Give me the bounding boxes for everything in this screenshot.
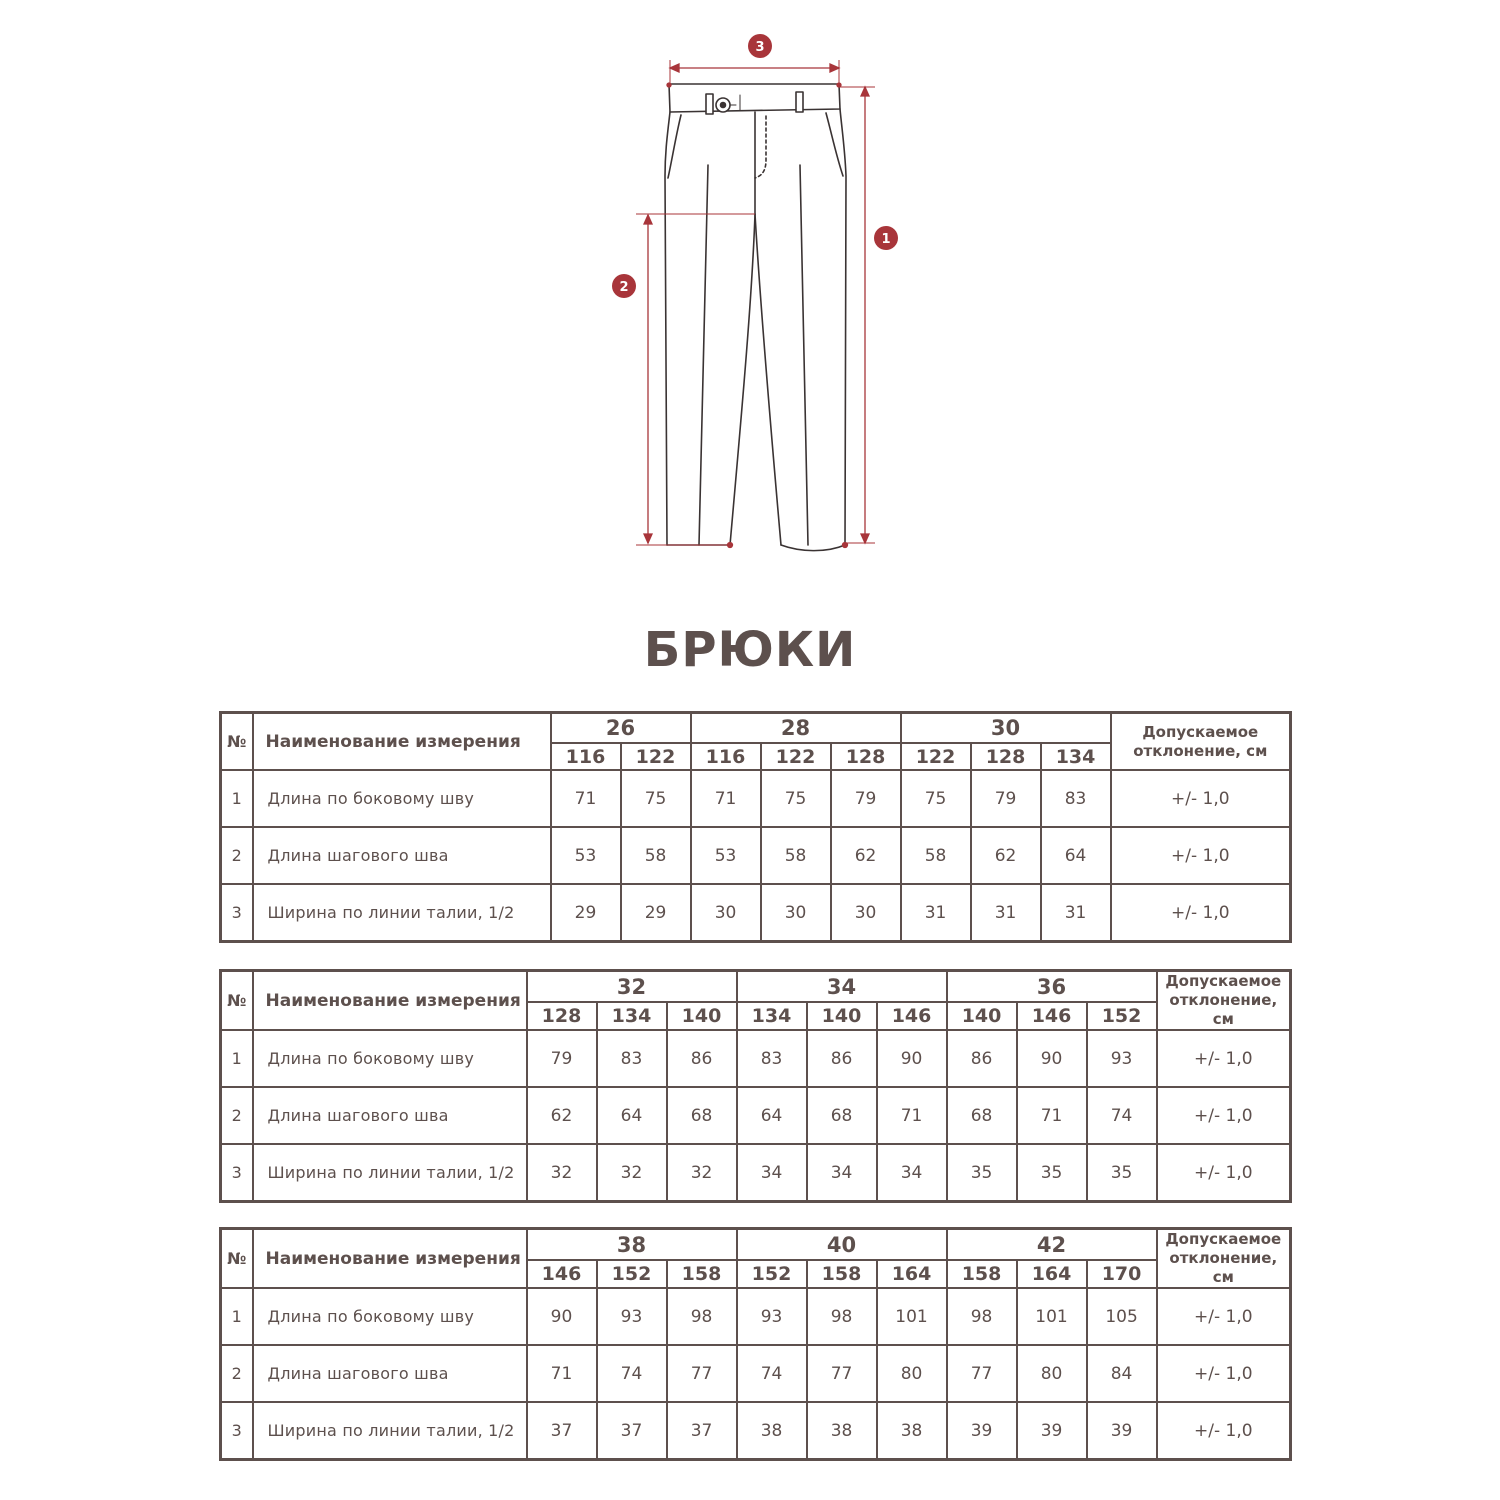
value-cell: 53 — [551, 827, 621, 884]
height-header: 146 — [1017, 1002, 1087, 1030]
tolerance-cell: +/- 1,0 — [1157, 1345, 1291, 1402]
height-header: 128 — [831, 743, 901, 770]
value-cell: 71 — [551, 770, 621, 827]
value-cell: 31 — [1041, 884, 1111, 942]
value-cell: 74 — [1087, 1087, 1157, 1144]
value-cell: 37 — [527, 1402, 597, 1460]
value-cell: 71 — [877, 1087, 947, 1144]
table-row — [221, 1345, 1291, 1402]
value-cell: 93 — [1087, 1030, 1157, 1087]
size-table-3 — [219, 1227, 1292, 1461]
value-cell: 86 — [807, 1030, 877, 1087]
value-cell: 90 — [527, 1288, 597, 1345]
tolerance-cell: +/- 1,0 — [1157, 1144, 1291, 1202]
value-cell: 98 — [667, 1288, 737, 1345]
value-cell: 86 — [667, 1030, 737, 1087]
height-header: 122 — [901, 743, 971, 770]
tolerance-header: Допускаемое отклонение, см — [1157, 971, 1291, 1031]
measure-name: Длина шагового шва — [253, 1345, 527, 1402]
value-cell: 80 — [877, 1345, 947, 1402]
row-number: 1 — [221, 1030, 253, 1087]
value-cell: 68 — [947, 1087, 1017, 1144]
marker-3 — [748, 34, 772, 58]
height-header: 122 — [621, 743, 691, 770]
value-cell: 34 — [737, 1144, 807, 1202]
tolerance-cell: +/- 1,0 — [1157, 1288, 1291, 1345]
height-header: 140 — [807, 1002, 877, 1030]
col-name-header: Наименование измерения — [253, 713, 551, 771]
marker-2 — [612, 274, 636, 298]
tolerance-cell: +/- 1,0 — [1157, 1030, 1291, 1087]
table-row — [221, 884, 1291, 942]
value-cell: 93 — [597, 1288, 667, 1345]
height-header: 146 — [527, 1260, 597, 1288]
trousers-diagram — [0, 0, 1500, 600]
value-cell: 98 — [947, 1288, 1017, 1345]
height-header: 122 — [761, 743, 831, 770]
height-header: 140 — [667, 1002, 737, 1030]
value-cell: 68 — [667, 1087, 737, 1144]
value-cell: 31 — [901, 884, 971, 942]
value-cell: 35 — [1087, 1144, 1157, 1202]
height-header: 158 — [947, 1260, 1017, 1288]
size-table-2 — [219, 969, 1292, 1203]
height-header: 140 — [947, 1002, 1017, 1030]
value-cell: 75 — [761, 770, 831, 827]
measure-name: Длина по боковому шву — [253, 770, 551, 827]
value-cell: 64 — [1041, 827, 1111, 884]
measure-name: Длина шагового шва — [253, 1087, 527, 1144]
value-cell: 29 — [551, 884, 621, 942]
measure-name: Ширина по линии талии, 1/2 — [253, 884, 551, 942]
row-number: 2 — [221, 827, 253, 884]
height-header: 164 — [1017, 1260, 1087, 1288]
value-cell: 64 — [737, 1087, 807, 1144]
height-header: 164 — [877, 1260, 947, 1288]
row-number: 3 — [221, 884, 253, 942]
height-header: 134 — [1041, 743, 1111, 770]
value-cell: 90 — [1017, 1030, 1087, 1087]
value-cell: 32 — [527, 1144, 597, 1202]
row-number: 2 — [221, 1087, 253, 1144]
size-header: 30 — [901, 713, 1111, 744]
size-table-1 — [219, 711, 1292, 943]
value-cell: 101 — [877, 1288, 947, 1345]
value-cell: 38 — [877, 1402, 947, 1460]
value-cell: 101 — [1017, 1288, 1087, 1345]
value-cell: 31 — [971, 884, 1041, 942]
size-header: 26 — [551, 713, 691, 744]
tolerance-header: Допускаемое отклонение, см — [1111, 713, 1291, 771]
height-header: 116 — [551, 743, 621, 770]
value-cell: 37 — [597, 1402, 667, 1460]
value-cell: 79 — [831, 770, 901, 827]
height-header: 158 — [807, 1260, 877, 1288]
value-cell: 58 — [761, 827, 831, 884]
value-cell: 74 — [737, 1345, 807, 1402]
height-header: 134 — [737, 1002, 807, 1030]
value-cell: 83 — [1041, 770, 1111, 827]
height-header: 152 — [737, 1260, 807, 1288]
value-cell: 84 — [1087, 1345, 1157, 1402]
value-cell: 64 — [597, 1087, 667, 1144]
value-cell: 53 — [691, 827, 761, 884]
col-no-header: № — [221, 971, 253, 1031]
col-no-header: № — [221, 713, 253, 771]
table-row — [221, 1087, 1291, 1144]
value-cell: 29 — [621, 884, 691, 942]
value-cell: 79 — [527, 1030, 597, 1087]
size-header: 38 — [527, 1229, 737, 1261]
value-cell: 37 — [667, 1402, 737, 1460]
row-number: 3 — [221, 1402, 253, 1460]
size-header: 34 — [737, 971, 947, 1003]
size-header: 42 — [947, 1229, 1157, 1261]
height-header: 128 — [527, 1002, 597, 1030]
height-header: 152 — [597, 1260, 667, 1288]
value-cell: 58 — [621, 827, 691, 884]
value-cell: 38 — [737, 1402, 807, 1460]
value-cell: 71 — [527, 1345, 597, 1402]
value-cell: 83 — [737, 1030, 807, 1087]
page-title: БРЮКИ — [643, 622, 857, 678]
height-header: 170 — [1087, 1260, 1157, 1288]
size-header: 28 — [691, 713, 901, 744]
value-cell: 34 — [807, 1144, 877, 1202]
col-no-header: № — [221, 1229, 253, 1289]
value-cell: 86 — [947, 1030, 1017, 1087]
value-cell: 62 — [527, 1087, 597, 1144]
table-row — [221, 1030, 1291, 1087]
value-cell: 62 — [831, 827, 901, 884]
height-header: 134 — [597, 1002, 667, 1030]
value-cell: 75 — [901, 770, 971, 827]
value-cell: 30 — [761, 884, 831, 942]
table-row — [221, 1402, 1291, 1460]
svg-text:1: 1 — [881, 232, 891, 247]
value-cell: 77 — [667, 1345, 737, 1402]
tolerance-cell: +/- 1,0 — [1111, 884, 1291, 942]
value-cell: 32 — [667, 1144, 737, 1202]
value-cell: 30 — [691, 884, 761, 942]
tolerance-cell: +/- 1,0 — [1157, 1402, 1291, 1460]
height-header: 146 — [877, 1002, 947, 1030]
value-cell: 35 — [1017, 1144, 1087, 1202]
value-cell: 62 — [971, 827, 1041, 884]
height-header: 128 — [971, 743, 1041, 770]
tolerance-cell: +/- 1,0 — [1157, 1087, 1291, 1144]
value-cell: 39 — [1017, 1402, 1087, 1460]
value-cell: 32 — [597, 1144, 667, 1202]
size-header: 40 — [737, 1229, 947, 1261]
value-cell: 35 — [947, 1144, 1017, 1202]
size-header: 32 — [527, 971, 737, 1003]
value-cell: 30 — [831, 884, 901, 942]
col-name-header: Наименование измерения — [253, 1229, 527, 1289]
tolerance-cell: +/- 1,0 — [1111, 770, 1291, 827]
value-cell: 39 — [947, 1402, 1017, 1460]
row-number: 1 — [221, 1288, 253, 1345]
marker-1 — [874, 226, 898, 250]
height-header: 116 — [691, 743, 761, 770]
measure-name: Длина по боковому шву — [253, 1288, 527, 1345]
height-header: 152 — [1087, 1002, 1157, 1030]
row-number: 1 — [221, 770, 253, 827]
value-cell: 93 — [737, 1288, 807, 1345]
value-cell: 71 — [1017, 1087, 1087, 1144]
value-cell: 105 — [1087, 1288, 1157, 1345]
value-cell: 80 — [1017, 1345, 1087, 1402]
measure-name: Длина шагового шва — [253, 827, 551, 884]
svg-text:3: 3 — [755, 40, 765, 55]
col-name-header: Наименование измерения — [253, 971, 527, 1031]
value-cell: 39 — [1087, 1402, 1157, 1460]
tolerance-header: Допускаемое отклонение, см — [1157, 1229, 1291, 1289]
table-row — [221, 1288, 1291, 1345]
value-cell: 58 — [901, 827, 971, 884]
table-row — [221, 827, 1291, 884]
value-cell: 74 — [597, 1345, 667, 1402]
height-header: 158 — [667, 1260, 737, 1288]
tolerance-cell: +/- 1,0 — [1111, 827, 1291, 884]
size-header: 36 — [947, 971, 1157, 1003]
trousers-outline — [665, 84, 846, 551]
value-cell: 98 — [807, 1288, 877, 1345]
table-row — [221, 770, 1291, 827]
value-cell: 77 — [807, 1345, 877, 1402]
value-cell: 71 — [691, 770, 761, 827]
value-cell: 90 — [877, 1030, 947, 1087]
value-cell: 75 — [621, 770, 691, 827]
row-number: 2 — [221, 1345, 253, 1402]
value-cell: 83 — [597, 1030, 667, 1087]
value-cell: 34 — [877, 1144, 947, 1202]
measure-name: Ширина по линии талии, 1/2 — [253, 1402, 527, 1460]
value-cell: 68 — [807, 1087, 877, 1144]
svg-text:2: 2 — [619, 280, 629, 295]
value-cell: 38 — [807, 1402, 877, 1460]
table-row — [221, 1144, 1291, 1202]
measure-name: Длина по боковому шву — [253, 1030, 527, 1087]
value-cell: 79 — [971, 770, 1041, 827]
measure-name: Ширина по линии талии, 1/2 — [253, 1144, 527, 1202]
row-number: 3 — [221, 1144, 253, 1202]
value-cell: 77 — [947, 1345, 1017, 1402]
